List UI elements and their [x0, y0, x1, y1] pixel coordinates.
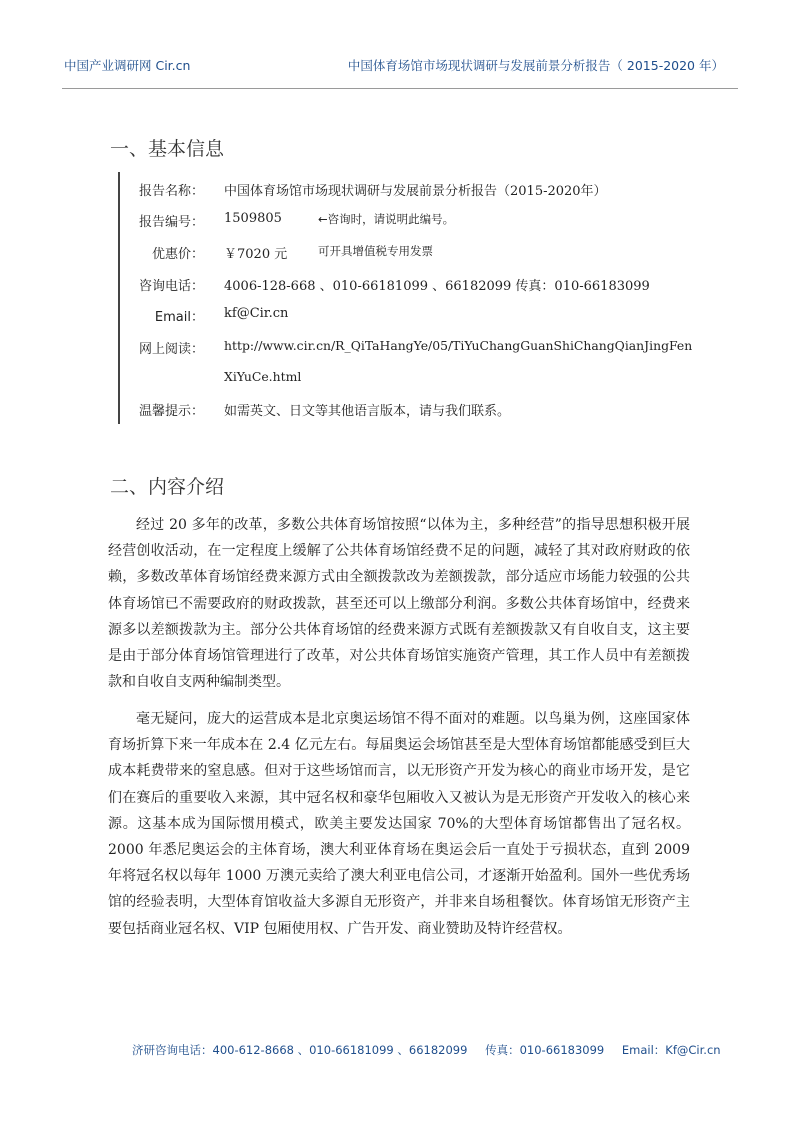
- intro-paragraph-1: [108, 512, 690, 695]
- footer-phone: 济研咨询电话：400-612-8668 、010-66181099 、66182099: [132, 1043, 468, 1057]
- info-value: 中国体育场馆市场现状调研与发展前景分析报告（2015-2020年）: [224, 184, 607, 199]
- header-divider: [62, 88, 738, 89]
- info-note: 可开具增值税专用发票: [318, 244, 433, 258]
- info-label: 咨询电话：: [138, 279, 204, 294]
- basic-info-block: [118, 172, 700, 424]
- paragraph-text: 毫无疑问，庞大的运营成本是北京奥运场馆不得不面对的难题。以鸟巢为例，这座国家体育场折算下来一年成本在 2.4 亿元左右。每届奥运会场馆甚至是大型体育场馆都能感受到巨大成本耗费带来的窒息感。但对于这些场馆而言，以无形资产开发为核心的商业市场开发，是它们在赛后的重要收入来源，其中冠名权和豪华包厢收入又被认为是无形资产开发收入的核心来源。这基本成为国际惯用模式，欧美主要发达国家 70%的大型体育场馆都售出了冠名权。2000 年悉尼奥运会的主体育场，澳大利亚体育场在奥运会后一直处于亏损状态，直到 2009 年将冠名权以每年 1000 万澳元卖给了澳大利亚电信公司，才逐渐开始盈利。国外一些优秀场馆的经验表明，大型体育馆收益大多源自无形资产，并非来自场租餐饮。体育场馆无形资产主要包括商业冠名权、VIP 包厢使用权、广告开发、商业赞助及特许经营权。: [108, 711, 690, 937]
- info-label: 优惠价：: [151, 247, 204, 262]
- info-note: ←咨询时，请说明此编号。: [318, 212, 455, 226]
- footer-fax: 传真：010-66183099: [485, 1043, 605, 1057]
- intro-paragraph-2: [108, 706, 690, 942]
- info-value: 4006-128-668 、010-66181099 、66182099 传真：010-66183099: [224, 279, 650, 294]
- info-label: 报告编号：: [138, 215, 204, 230]
- footer-email: Email：Kf@Cir.cn: [621, 1043, 721, 1057]
- url-link[interactable]: http://www.cir.cn/R_QiTaHangYe/05/TiYuChangGuanShiChangQianJingFen: [224, 338, 693, 353]
- header-report-title: 中国体育场馆市场现状调研与发展前景分析报告（ 2015-2020 年）: [347, 58, 724, 73]
- info-label: 网上阅读：: [138, 342, 204, 357]
- header-site-name: 中国产业调研网 Cir.cn: [64, 58, 191, 73]
- info-value: ￥7020 元: [224, 247, 288, 262]
- email-link[interactable]: kf@Cir.cn: [224, 306, 289, 321]
- section-content-intro-title: 二、内容介绍: [110, 476, 225, 498]
- url-link-continued[interactable]: XiYuCe.html: [224, 369, 302, 384]
- info-label: Email：: [154, 310, 204, 325]
- section-basic-info-title: 一、基本信息: [110, 138, 225, 160]
- info-label: 报告名称：: [138, 184, 204, 199]
- footer-contact: [132, 1042, 735, 1058]
- info-value: 1509805: [224, 211, 282, 226]
- info-label: 温馨提示：: [138, 404, 204, 419]
- paragraph-text: 经过 20 多年的改革，多数公共体育场馆按照“以体为主，多种经营”的指导思想积极开展经营创收活动，在一定程度上缓解了公共体育场馆经费不足的问题，减轻了其对政府财政的依赖，多数改革体育场馆经费来源方式由全额拨款改为差额拨款，部分适应市场能力较强的公共体育场馆已不需要政府的财政拨款，甚至还可以上缴部分利润。多数公共体育场馆中，经费来源多以差额拨款为主。部分公共体育场馆的经费来源方式既有差额拨款又有自收自支，这主要是由于部分体育场馆管理进行了改革，对公共体育场馆实施资产管理，其工作人员中有差额拨款和自收自支两种编制类型。: [108, 517, 690, 691]
- info-value: 如需英文、日文等其他语言版本，请与我们联系。: [224, 404, 511, 419]
